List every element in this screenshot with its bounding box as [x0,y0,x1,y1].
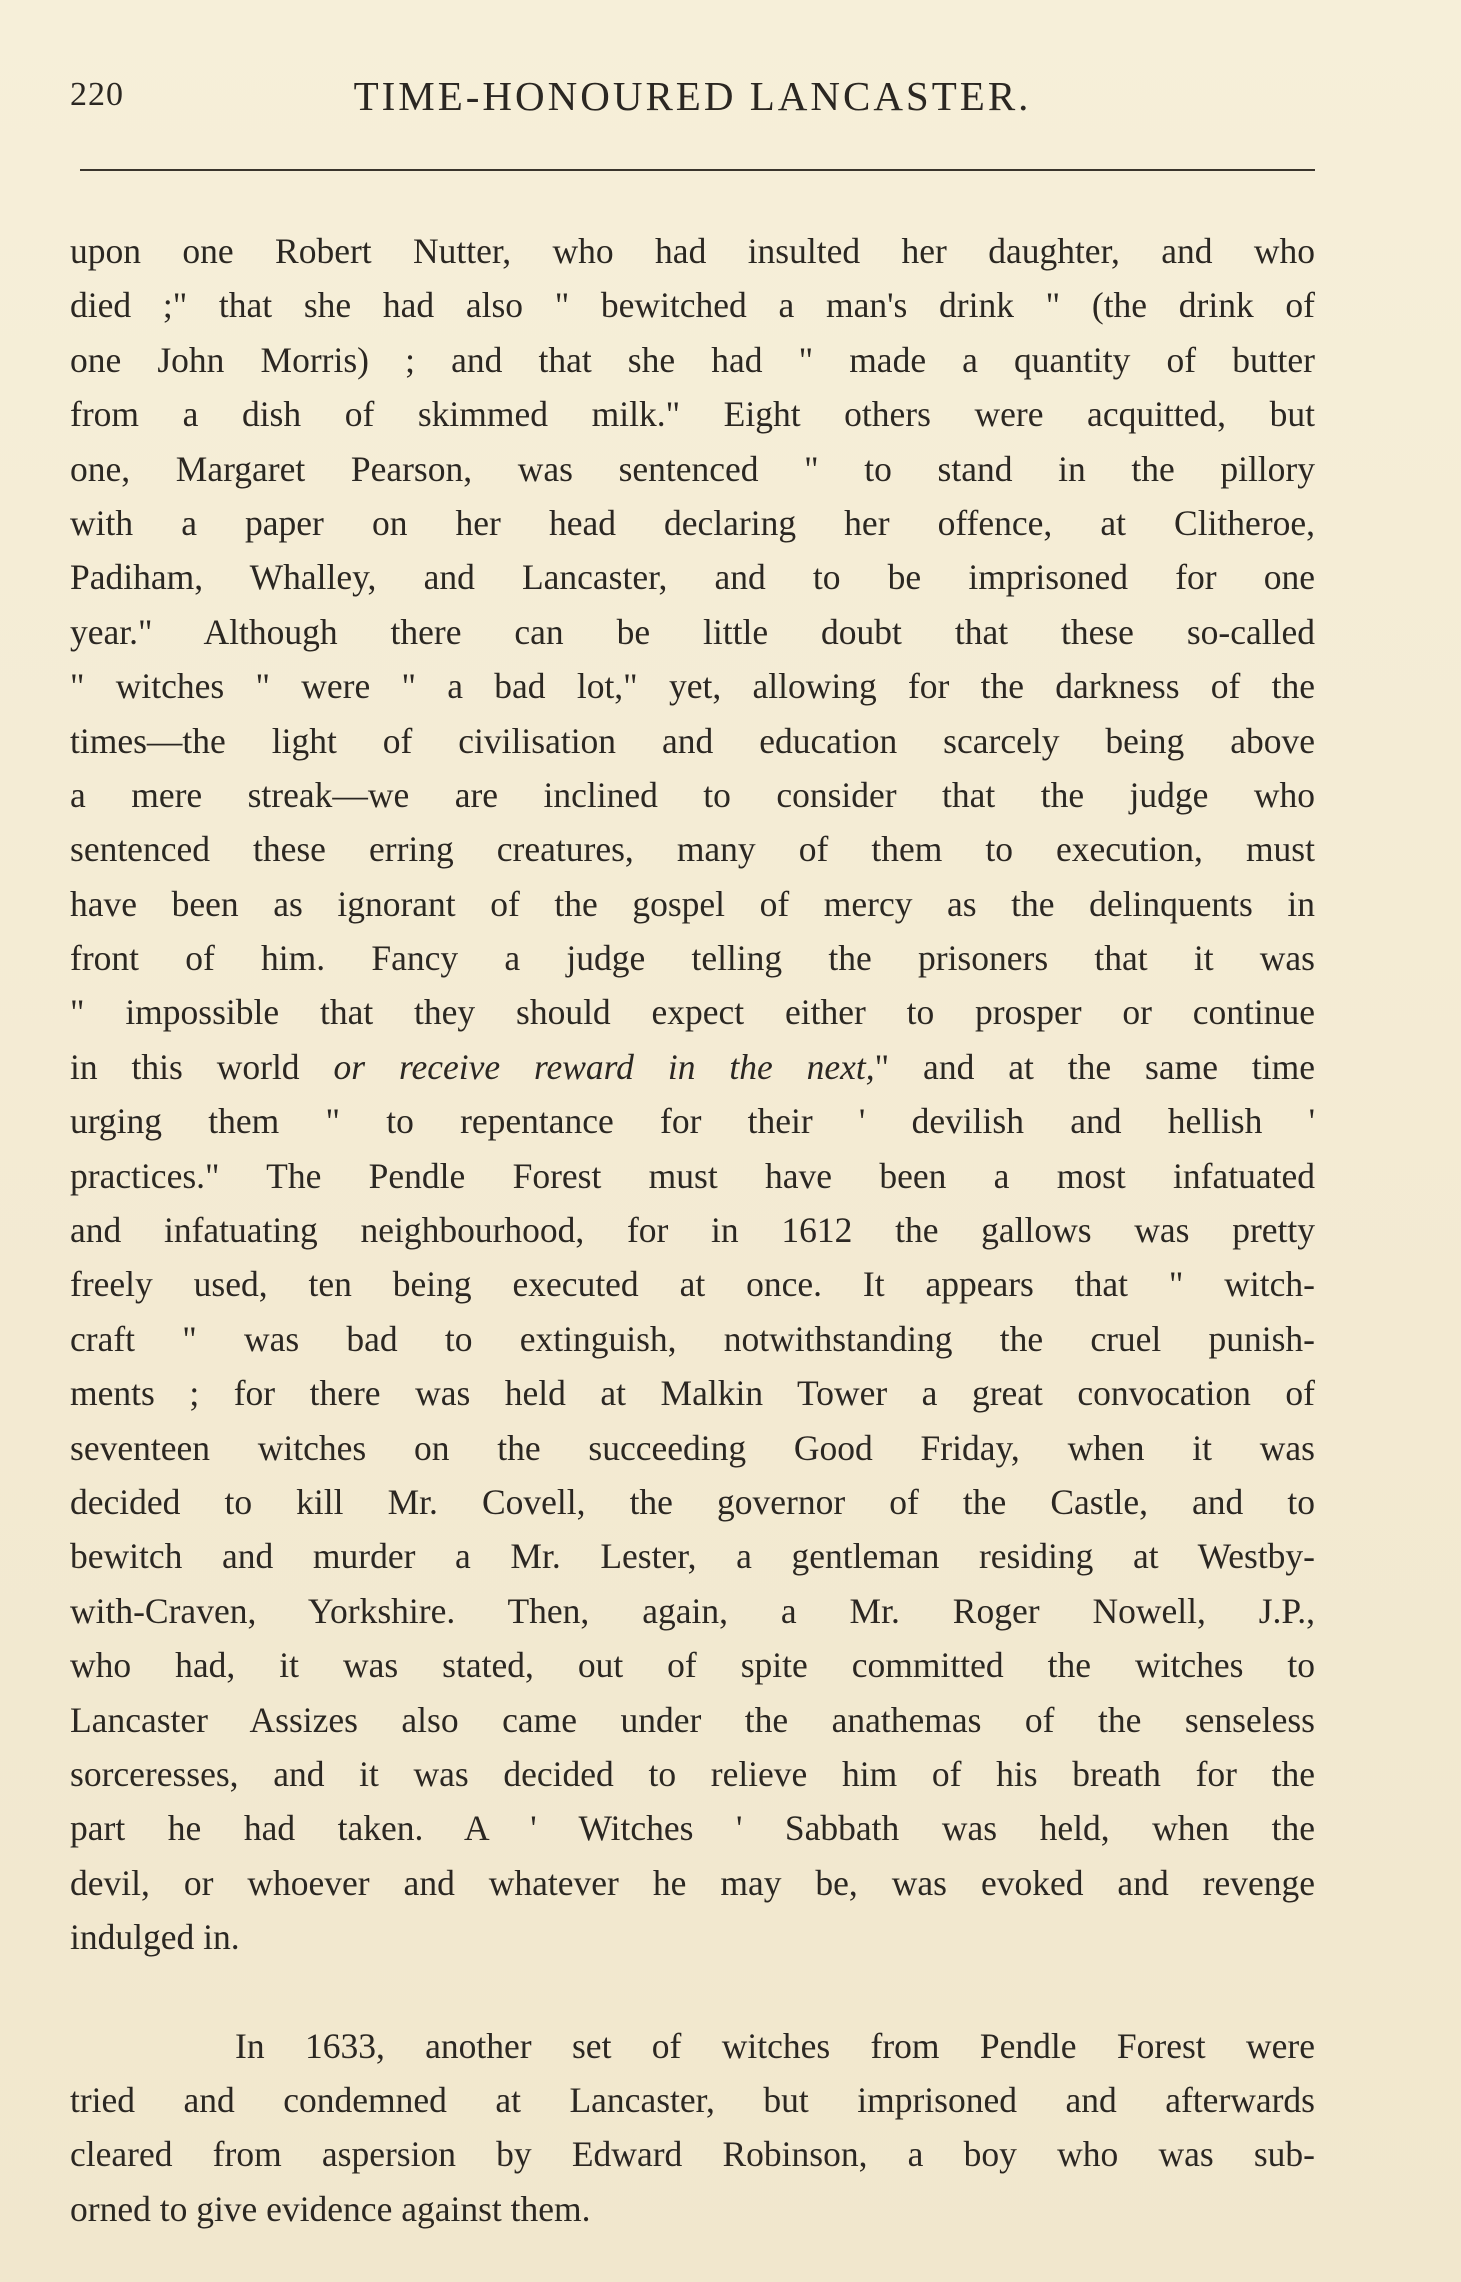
text-line: " witches " were " a bad lot," yet, allowing for the darkness of the [70,666,1315,707]
text-line: tried and condemned at Lancaster, but imprisoned and afterwards [70,2079,1315,2120]
text-line: indulged in. [70,1917,240,1958]
text-line: devil, or whoever and whatever he may be, was evoked and revenge [70,1862,1315,1903]
text-segment: " and at the same time [874,1046,1315,1087]
page-number: 220 [70,76,124,113]
text-line: urging them " to repentance for their ' devilish and hellish ' [70,1101,1315,1142]
page-header [70,62,1315,122]
text-line: upon one Robert Nutter, who had insulted her daughter, and who [70,231,1315,271]
text-line: ments ; for there was held at Malkin Tower a great convocation of [70,1373,1315,1414]
text-line: a mere streak—we are inclined to consider that the judge who [70,774,1315,815]
text-line: with a paper on her head declaring her offence, at Clitheroe, [70,502,1315,543]
text-line: died ;" that she had also " bewitched a man's drink " (the drink of [70,285,1315,326]
text-line: with-Craven, Yorkshire. Then, again, a Mr. Roger Nowell, J.P., [70,1590,1315,1631]
text-line: sorceresses, and it was decided to relieve him of his breath for the [70,1753,1315,1794]
italic-phrase: or receive reward in the next, [333,1046,875,1087]
text-line: sentenced these erring creatures, many of them to execution, must [70,829,1315,870]
text-line: decided to kill Mr. Covell, the governor of the Castle, and to [70,1481,1315,1522]
text-line: from a dish of skimmed milk." Eight others were acquitted, but [70,394,1315,435]
text-line: bewitch and murder a Mr. Lester, a gentleman residing at Westby- [70,1536,1315,1577]
text-line: front of him. Fancy a judge telling the prisoners that it was [70,938,1315,979]
paragraph-2 [70,2019,1315,2237]
header-rule [80,169,1315,171]
text-line: Padiham, Whalley, and Lancaster, and to be imprisoned for one [70,557,1315,598]
text-line: year." Although there can be little doubt that these so-called [70,611,1315,652]
text-line: times—the light of civilisation and education scarcely being above [70,720,1315,761]
text-line: Lancaster Assizes also came under the anathemas of the senseless [70,1699,1315,1740]
text-line: have been as ignorant of the gospel of mercy as the delinquents in [70,883,1315,924]
text-line: part he had taken. A ' Witches ' Sabbath was held, when the [70,1808,1315,1849]
text-line: cleared from aspersion by Edward Robinson, a boy who was sub- [70,2134,1315,2175]
paragraph-1 [70,224,1315,1965]
text-line: orned to give evidence against them. [70,2188,591,2229]
text-line: one John Morris) ; and that she had " made a quantity of butter [70,339,1315,380]
text-line: freely used, ten being executed at once. It appears that " witch- [70,1264,1315,1305]
body-text [70,224,1315,2236]
text-line: one, Margaret Pearson, was sentenced " to stand in the pillory [70,448,1315,489]
text-line: practices." The Pendle Forest must have been a most infatuated [70,1155,1315,1196]
text-line: " impossible that they should expect either to prosper or continue [70,992,1315,1033]
paragraph-gap [70,1965,1315,2019]
text-line: seventeen witches on the succeeding Good Friday, when it was [70,1427,1315,1468]
text-line: In 1633, another set of witches from Pendle Forest were [235,2025,1315,2066]
text-segment: in this world [70,1046,334,1087]
text-line-with-italic [70,1040,1315,1094]
running-title: TIME-HONOURED LANCASTER. [353,73,1032,119]
text-line: who had, it was stated, out of spite committed the witches to [70,1645,1315,1686]
text-line: craft " was bad to extinguish, notwithstanding the cruel punish- [70,1318,1315,1359]
text-line: and infatuating neighbourhood, for in 1612 the gallows was pretty [70,1210,1315,1251]
